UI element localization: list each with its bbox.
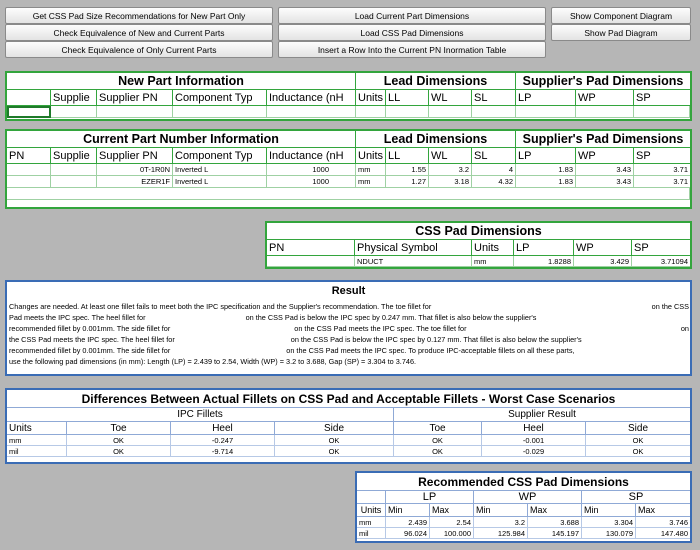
rec-mil-sp-max: 147.480 [636,528,690,539]
diff-col-sup-toe: Toe [394,422,482,435]
diff-mm-ipc-heel: -0.247 [171,435,275,446]
cur-col-sl: SL [472,148,516,164]
cur-row1-wp[interactable]: 3.43 [576,164,634,176]
css-col-units: Units [472,240,514,256]
cur-col-ll: LL [386,148,429,164]
cur-row1-pn[interactable] [7,164,51,176]
get-css-pad-recommendations-button[interactable]: Get CSS Pad Size Recommendations for New Part Only [5,7,273,24]
current-part-title: Current Part Number Information [7,131,356,148]
diff-col-ipc-side: Side [275,422,394,435]
rec-mm-sp-min: 3.304 [582,517,636,528]
rec-mm-sp-max: 3.746 [636,517,690,528]
rec-mm-wp-min: 3.2 [474,517,528,528]
load-current-part-dimensions-button[interactable]: Load Current Part Dimensions [278,7,546,24]
cur-col-wp: WP [576,148,634,164]
rec-group-wp: WP [474,491,582,504]
result-line-2b: on the CSS Pad is below the IPC spec by 0.247 mm. That fillet is also below the supplier's [245,313,537,322]
new-col-supplier: Supplie [51,90,97,106]
cur-col-pn: PN [7,148,51,164]
result-line-3: recommended fillet by 0.001mm. The side fillet for [9,324,171,333]
rec-mil-lp-min: 96.024 [386,528,430,539]
rec-col-wp-min: Min [474,504,528,517]
new-part-inductance-cell[interactable] [267,106,356,118]
cur-row1-wl[interactable]: 3.2 [429,164,472,176]
show-component-diagram-button[interactable]: Show Component Diagram [551,7,691,24]
cur-col-lp: LP [516,148,576,164]
new-part-title: New Part Information [7,73,356,90]
css-row-units[interactable]: mm [472,256,514,267]
new-col-sp: SP [634,90,690,106]
diff-mil-ipc-heel: -9.714 [171,446,275,457]
cur-row1-supplier[interactable] [51,164,97,176]
rec-mm-units: mm [357,517,386,528]
result-line-3c: on [680,324,689,333]
new-part-pn-cell[interactable] [7,106,51,118]
css-col-sp: SP [632,240,690,256]
new-part-sl-cell[interactable] [472,106,516,118]
diff-mil-sup-toe: OK [394,446,482,457]
result-text [9,301,689,367]
cur-row1-type[interactable]: Inverted L [173,164,267,176]
cur-row2-wp[interactable]: 3.43 [576,176,634,188]
load-css-pad-dimensions-button[interactable]: Load CSS Pad Dimensions [278,24,546,41]
diff-mil-sup-heel: -0.029 [482,446,586,457]
rec-mm-wp-max: 3.688 [528,517,582,528]
cur-row1-supplier-pn[interactable]: 0T-1R0N [97,164,173,176]
rec-mil-wp-min: 125.984 [474,528,528,539]
new-part-panel [5,71,692,121]
cur-row1-units[interactable]: mm [356,164,386,176]
current-supplier-pad-title: Supplier's Pad Dimensions [516,131,690,148]
cur-row1-ll[interactable]: 1.55 [386,164,429,176]
new-col-lp: LP [516,90,576,106]
result-line-4: the CSS Pad meets the IPC spec. The heel fillet for [9,335,175,344]
cur-col-inductance: Inductance (nH [267,148,356,164]
cur-col-supplier: Supplie [51,148,97,164]
result-line-4b: on the CSS Pad is below the IPC spec by 0.127 mm. That fillet is also below the supplier's [290,335,582,344]
new-col-blank [7,90,51,106]
rec-group-blank [357,491,386,504]
current-part-panel [5,129,692,209]
rec-col-wp-max: Max [528,504,582,517]
rec-group-lp: LP [386,491,474,504]
cur-row1-lp[interactable]: 1.83 [516,164,576,176]
new-col-ll: LL [386,90,429,106]
new-part-supplier-cell[interactable] [51,106,97,118]
new-part-wl-cell[interactable] [429,106,472,118]
supplier-result-title: Supplier Result [394,408,690,422]
diff-mil-ipc-side: OK [275,446,394,457]
css-row-sp[interactable]: 3.71094 [632,256,690,267]
result-title: Result [331,285,366,297]
result-line-6: use the following pad dimensions (in mm): Length (LP) = 2.439 to 2.54, Width (WP) = 3.2 to 3.688, Gap (SP) = 3.304 to 3.746. [9,357,417,366]
diff-mil-units: mil [7,446,67,457]
cur-row1-sl[interactable]: 4 [472,164,516,176]
cur-row2-supplier-pn[interactable]: EZER1F [97,176,173,188]
new-col-units: Units [356,90,386,106]
diff-col-ipc-heel: Heel [171,422,275,435]
new-col-wp: WP [576,90,634,106]
cur-row2-lp[interactable]: 1.83 [516,176,576,188]
cur-row1-sp[interactable]: 3.71 [634,164,690,176]
new-part-lp-cell[interactable] [516,106,576,118]
rec-col-units: Units [357,504,386,517]
cur-row3-empty[interactable] [7,188,690,200]
rec-col-sp-max: Max [636,504,690,517]
result-line-5b: on the CSS Pad meets the IPC spec. To produce IPC-acceptable fillets on all these parts, [286,346,575,355]
new-lead-dimensions-title: Lead Dimensions [356,73,516,90]
result-panel [5,280,692,376]
rec-mm-lp-max: 2.54 [430,517,474,528]
rec-mil-sp-min: 130.079 [582,528,636,539]
css-col-physical-symbol: Physical Symbol [355,240,472,256]
css-row-symbol[interactable]: NDUCT [355,256,472,267]
cur-row2-units[interactable]: mm [356,176,386,188]
diff-col-sup-side: Side [586,422,690,435]
new-part-supplier-pn-cell[interactable] [97,106,173,118]
show-pad-diagram-button[interactable]: Show Pad Diagram [551,24,691,41]
rec-col-sp-min: Min [582,504,636,517]
diff-col-sup-heel: Heel [482,422,586,435]
new-part-units-cell[interactable] [356,106,386,118]
result-line-3b: on the CSS Pad meets the IPC spec. The toe fillet for [294,324,467,333]
result-line-5: recommended fillet by 0.001mm. The side fillet for [9,346,171,355]
diff-mil-ipc-toe: OK [67,446,171,457]
diff-mm-sup-toe: OK [394,435,482,446]
css-row-lp[interactable]: 1.8288 [514,256,574,267]
cur-row2-sl[interactable]: 4.32 [472,176,516,188]
css-col-wp: WP [574,240,632,256]
new-col-supplier-pn: Supplier PN [97,90,173,106]
differences-panel [5,388,692,464]
css-row-pn[interactable] [267,256,355,267]
new-col-component-type: Component Typ [173,90,267,106]
new-part-wp-cell[interactable] [576,106,634,118]
cur-row2-supplier[interactable] [51,176,97,188]
result-line-2: Pad meets the IPC spec. The heel fillet for [9,313,146,322]
cur-row2-sp[interactable]: 3.71 [634,176,690,188]
insert-row-button[interactable]: Insert a Row Into the Current PN Inormation Table [278,41,546,58]
ipc-fillets-title: IPC Fillets [7,408,394,422]
rec-mil-lp-max: 100.000 [430,528,474,539]
css-row-wp[interactable]: 3.429 [574,256,632,267]
diff-mm-sup-heel: -0.001 [482,435,586,446]
check-equivalence-current-only-button[interactable]: Check Equivalence of Only Current Parts [5,41,273,58]
cur-row2-pn[interactable] [7,176,51,188]
diff-col-ipc-toe: Toe [67,422,171,435]
rec-mil-units: mil [357,528,386,539]
cur-row2-inductance[interactable]: 1000 [267,176,356,188]
diff-mm-ipc-toe: OK [67,435,171,446]
rec-mm-lp-min: 2.439 [386,517,430,528]
new-part-ll-cell[interactable] [386,106,429,118]
cur-col-wl: WL [429,148,472,164]
cur-row2-wl[interactable]: 3.18 [429,176,472,188]
diff-mil-sup-side: OK [586,446,690,457]
new-col-sl: SL [472,90,516,106]
rec-col-lp-min: Min [386,504,430,517]
diff-col-units: Units [7,422,67,435]
new-part-sp-cell[interactable] [634,106,690,118]
css-pad-title: CSS Pad Dimensions [267,223,690,240]
current-lead-dimensions-title: Lead Dimensions [356,131,516,148]
new-part-type-cell[interactable] [173,106,267,118]
diff-mm-units: mm [7,435,67,446]
cur-col-units: Units [356,148,386,164]
differences-title: Differences Between Actual Fillets on CSS Pad and Acceptable Fillets - Worst Case Scenarios [7,390,690,408]
cur-row2-ll[interactable]: 1.27 [386,176,429,188]
new-col-inductance: Inductance (nH [267,90,356,106]
recommended-panel [355,471,692,543]
check-equivalence-new-current-button[interactable]: Check Equivalence of New and Current Parts [5,24,273,41]
rec-group-sp: SP [582,491,690,504]
result-line-1b: on the CSS [651,302,689,311]
new-col-wl: WL [429,90,472,106]
cur-col-supplier-pn: Supplier PN [97,148,173,164]
css-col-lp: LP [514,240,574,256]
rec-col-lp-max: Max [430,504,474,517]
cur-row2-type[interactable]: Inverted L [173,176,267,188]
diff-mm-ipc-side: OK [275,435,394,446]
result-line-1: Changes are needed. At least one fillet fails to meet both the IPC specification and the Supplier's recommendation. The toe fillet for [9,302,432,311]
diff-mm-sup-side: OK [586,435,690,446]
css-col-pn: PN [267,240,355,256]
css-pad-panel [265,221,692,269]
cur-row1-inductance[interactable]: 1000 [267,164,356,176]
cur-col-component-type: Component Typ [173,148,267,164]
cur-col-sp: SP [634,148,690,164]
recommended-title: Recommended CSS Pad Dimensions [357,473,690,491]
rec-mil-wp-max: 145.197 [528,528,582,539]
new-supplier-pad-title: Supplier's Pad Dimensions [516,73,690,90]
